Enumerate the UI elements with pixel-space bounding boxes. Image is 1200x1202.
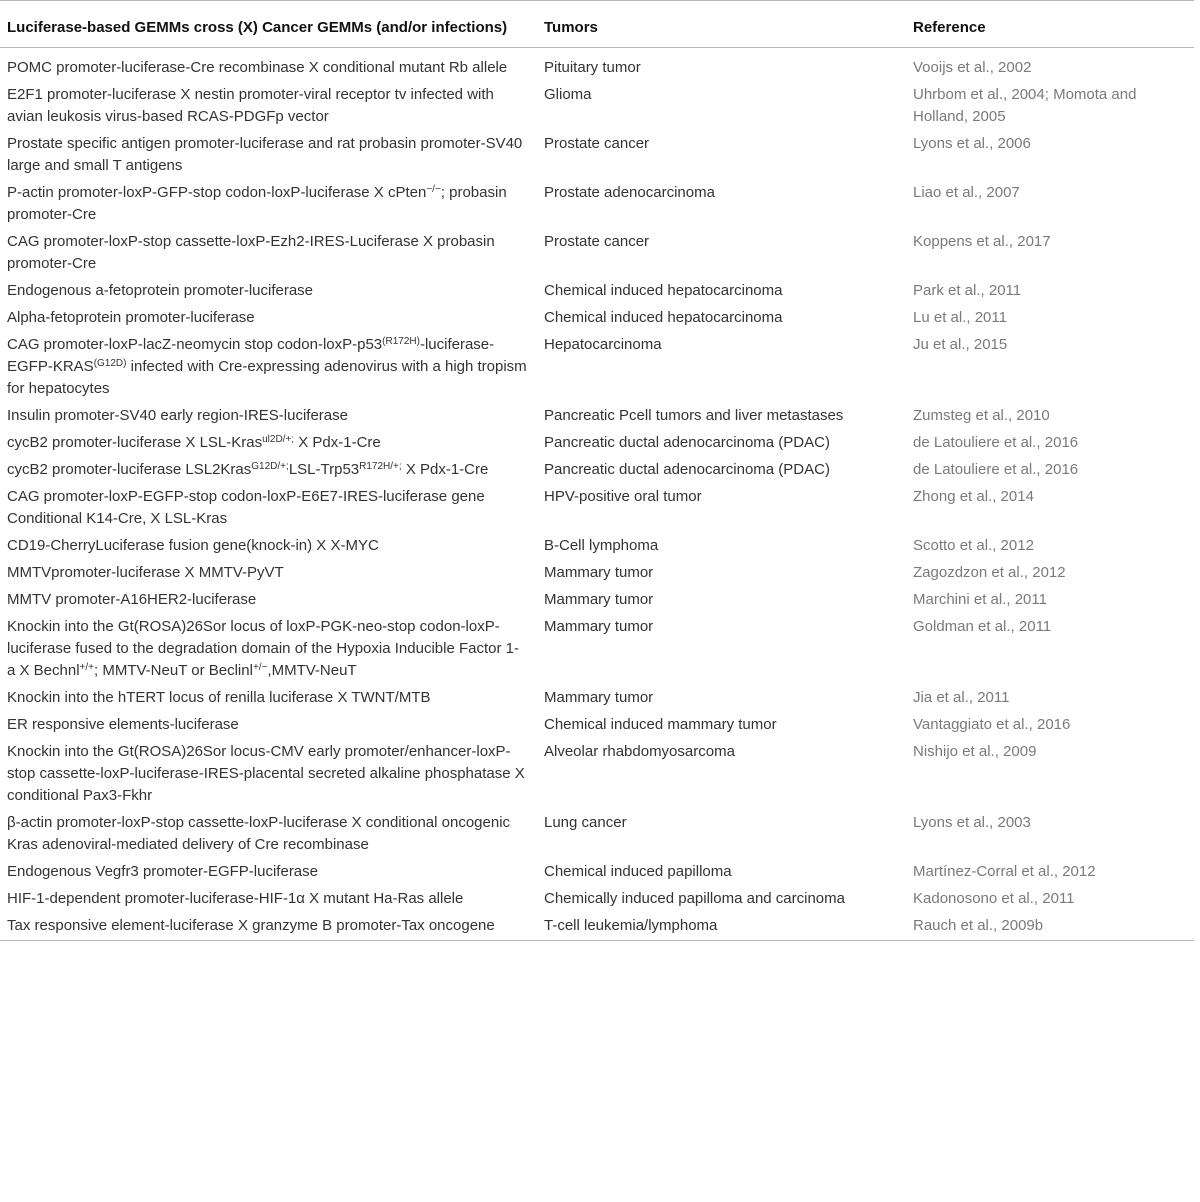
genotype-superscript: +/+ bbox=[79, 662, 95, 673]
reference-cell: Uhrbom et al., 2004; Momota and Holland, 2005 bbox=[913, 86, 1137, 125]
table-row bbox=[0, 886, 1194, 913]
tumor-cell: Pituitary tumor bbox=[544, 59, 641, 76]
table-row bbox=[0, 859, 1194, 886]
table-row bbox=[0, 913, 1194, 941]
table-row bbox=[0, 430, 1194, 457]
table-row bbox=[0, 614, 1194, 685]
table-row bbox=[0, 712, 1194, 739]
table-row bbox=[0, 484, 1194, 533]
table-row bbox=[0, 457, 1194, 484]
model-cell bbox=[0, 457, 537, 484]
model-cell: Knockin into the Gt(ROSA)26Sor locus-CMV early promoter/enhancer-loxP-stop cassette-loxP-luciferase-IRES-placental secreted alkaline phosphatase X conditional Pax3-Fkhr bbox=[7, 743, 525, 804]
model-cell: β-actin promoter-loxP-stop cassette-loxP-luciferase X conditional oncogenic Kras adenoviral-mediated delivery of Cre recombinase bbox=[7, 814, 511, 853]
tumor-cell: Chemically induced papilloma and carcinoma bbox=[544, 890, 845, 907]
tumor-cell: Mammary tumor bbox=[544, 689, 654, 706]
model-text: CAG promoter-loxP-lacZ-neomycin stop codon-loxP-p53 bbox=[7, 336, 383, 353]
model-cell: E2F1 promoter-luciferase X nestin promoter-viral receptor tv infected with avian leukosis virus-based RCAS-PDGFp vector bbox=[7, 86, 494, 125]
model-cell bbox=[0, 332, 537, 403]
table-row bbox=[0, 587, 1194, 614]
tumor-cell: Prostate cancer bbox=[544, 135, 650, 152]
genotype-superscript: ul2D/+; bbox=[262, 434, 295, 445]
tumor-cell: T-cell leukemia/lymphoma bbox=[544, 917, 718, 934]
model-cell: Insulin promoter-SV40 early region-IRES-luciferase bbox=[7, 407, 348, 424]
model-text: infected with Cre-expressing adenovirus with a high tropism for hepatocytes bbox=[7, 358, 527, 397]
reference-cell: Jia et al., 2011 bbox=[913, 689, 1010, 706]
header-reference: Reference bbox=[913, 19, 986, 36]
reference-cell: Martínez-Corral et al., 2012 bbox=[913, 863, 1096, 880]
model-cell: HIF-1-dependent promoter-luciferase-HIF-1α X mutant Ha-Ras allele bbox=[7, 890, 464, 907]
tumor-cell: Chemical induced hepatocarcinoma bbox=[544, 309, 783, 326]
table-row bbox=[0, 48, 1194, 83]
tumor-cell: HPV-positive oral tumor bbox=[544, 488, 702, 505]
model-cell bbox=[0, 180, 537, 229]
tumor-cell: Pancreatic ductal adenocarcinoma (PDAC) bbox=[544, 461, 830, 478]
tumor-cell: Mammary tumor bbox=[544, 564, 654, 581]
genotype-superscript: G12D/+; bbox=[251, 461, 289, 472]
model-cell: Endogenous Vegfr3 promoter-EGFP-luciferase bbox=[7, 863, 318, 880]
reference-cell: Zumsteg et al., 2010 bbox=[913, 407, 1050, 424]
header-tumors: Tumors bbox=[544, 19, 598, 36]
reference-cell: Park et al., 2011 bbox=[913, 282, 1022, 299]
reference-cell: Zhong et al., 2014 bbox=[913, 488, 1034, 505]
reference-cell: de Latouliere et al., 2016 bbox=[913, 434, 1079, 451]
table-row bbox=[0, 810, 1194, 859]
genotype-superscript: (G12D) bbox=[93, 358, 127, 369]
model-cell: Alpha-fetoprotein promoter-luciferase bbox=[7, 309, 255, 326]
header-model: Luciferase-based GEMMs cross (X) Cancer GEMMs (and/or infections) bbox=[7, 19, 508, 36]
model-cell: CAG promoter-loxP-EGFP-stop codon-loxP-E6E7-IRES-luciferase gene Conditional K14-Cre, X LSL-Kras bbox=[7, 488, 485, 527]
table-row bbox=[0, 180, 1194, 229]
model-text: P-actin promoter-loxP-GFP-stop codon-loxP-luciferase X cPten bbox=[7, 184, 427, 201]
tumor-cell: Pancreatic Pcell tumors and liver metastases bbox=[544, 407, 844, 424]
model-text: ,MMTV-NeuT bbox=[267, 662, 357, 679]
table-header bbox=[0, 1, 1194, 48]
reference-cell: Goldman et al., 2011 bbox=[913, 618, 1052, 635]
reference-cell: Lyons et al., 2003 bbox=[913, 814, 1031, 831]
reference-cell: Ju et al., 2015 bbox=[913, 336, 1008, 353]
model-cell: Knockin into the hTERT locus of renilla luciferase X TWNT/MTB bbox=[7, 689, 431, 706]
table-row bbox=[0, 131, 1194, 180]
table-row bbox=[0, 739, 1194, 810]
model-text: cycB2 promoter-luciferase X LSL-Kras bbox=[7, 434, 263, 451]
table-row bbox=[0, 685, 1194, 712]
model-cell bbox=[0, 614, 537, 685]
model-cell bbox=[0, 430, 537, 457]
table-row bbox=[0, 82, 1194, 131]
tumor-cell: Chemical induced hepatocarcinoma bbox=[544, 282, 783, 299]
table-row bbox=[0, 305, 1194, 332]
genotype-superscript: (R172H) bbox=[382, 336, 420, 347]
reference-cell: Vooijs et al., 2002 bbox=[913, 59, 1032, 76]
model-text: LSL-Trp53 bbox=[288, 461, 360, 478]
reference-cell: de Latouliere et al., 2016 bbox=[913, 461, 1079, 478]
tumor-cell: Mammary tumor bbox=[544, 618, 654, 635]
reference-cell: Kadonosono et al., 2011 bbox=[913, 890, 1075, 907]
tumor-cell: Prostate cancer bbox=[544, 233, 650, 250]
reference-cell: Liao et al., 2007 bbox=[913, 184, 1020, 201]
model-text: Knockin into the Gt(ROSA)26Sor locus of loxP-PGK-neo-stop codon-loxP-luciferase fused to the degradation domain of the Hypoxia Inducible Factor 1-a X Bechnl bbox=[7, 618, 519, 679]
model-text: -luciferase-EGFP-KRAS bbox=[7, 336, 495, 375]
model-cell: ER responsive elements-luciferase bbox=[7, 716, 239, 733]
model-cell: Prostate specific antigen promoter-luciferase and rat probasin promoter-SV40 large and small T antigens bbox=[7, 135, 523, 174]
table-row bbox=[0, 229, 1194, 278]
tumor-cell: Prostate adenocarcinoma bbox=[544, 184, 715, 201]
model-text: ; probasin promoter-Cre bbox=[7, 184, 507, 223]
reference-cell: Vantaggiato et al., 2016 bbox=[913, 716, 1071, 733]
model-cell: MMTV promoter-A16HER2-luciferase bbox=[7, 591, 257, 608]
model-text: X Pdx-1-Cre bbox=[401, 461, 489, 478]
reference-cell: Zagozdzon et al., 2012 bbox=[913, 564, 1066, 581]
genotype-superscript: +/− bbox=[252, 662, 268, 673]
tumor-cell: Alveolar rhabdomyosarcoma bbox=[544, 743, 735, 760]
table-row bbox=[0, 533, 1194, 560]
model-cell: MMTVpromoter-luciferase X MMTV-PyVT bbox=[7, 564, 284, 581]
reference-cell: Marchini et al., 2011 bbox=[913, 591, 1047, 608]
tumor-cell: Chemical induced papilloma bbox=[544, 863, 732, 880]
tumor-cell: B-Cell lymphoma bbox=[544, 537, 659, 554]
table-row bbox=[0, 403, 1194, 430]
tumor-cell: Mammary tumor bbox=[544, 591, 654, 608]
model-cell: Tax responsive element-luciferase X granzyme B promoter-Tax oncogene bbox=[7, 917, 495, 934]
model-cell: CD19-CherryLuciferase fusion gene(knock-in) X X-MYC bbox=[7, 537, 379, 554]
model-text: X Pdx-1-Cre bbox=[294, 434, 381, 451]
table-body bbox=[0, 48, 1194, 941]
reference-cell: Scotto et al., 2012 bbox=[913, 537, 1034, 554]
header-row bbox=[0, 1, 1194, 48]
table-row bbox=[0, 332, 1194, 403]
reference-cell: Nishijo et al., 2009 bbox=[913, 743, 1037, 760]
model-text: cycB2 promoter-luciferase LSL2Kras bbox=[7, 461, 252, 478]
tumor-cell: Pancreatic ductal adenocarcinoma (PDAC) bbox=[544, 434, 830, 451]
genotype-superscript: R172H/+; bbox=[359, 461, 402, 472]
model-text: ; MMTV-NeuT or Beclinl bbox=[94, 662, 253, 679]
genotype-superscript: −/− bbox=[426, 184, 441, 195]
reference-cell: Rauch et al., 2009b bbox=[913, 917, 1044, 934]
tumor-cell: Hepatocarcinoma bbox=[544, 336, 662, 353]
tumor-cell: Chemical induced mammary tumor bbox=[544, 716, 777, 733]
reference-cell: Lyons et al., 2006 bbox=[913, 135, 1031, 152]
model-cell: Endogenous a-fetoprotein promoter-luciferase bbox=[7, 282, 314, 299]
tumor-cell: Lung cancer bbox=[544, 814, 627, 831]
reference-cell: Koppens et al., 2017 bbox=[913, 233, 1051, 250]
model-cell: POMC promoter-luciferase-Cre recombinase X conditional mutant Rb allele bbox=[7, 59, 508, 76]
table-row bbox=[0, 278, 1194, 305]
table-row bbox=[0, 560, 1194, 587]
tumor-cell: Glioma bbox=[544, 86, 592, 103]
model-cell: CAG promoter-loxP-stop cassette-loxP-Ezh2-IRES-Luciferase X probasin promoter-Cre bbox=[7, 233, 495, 272]
reference-cell: Lu et al., 2011 bbox=[913, 309, 1007, 326]
